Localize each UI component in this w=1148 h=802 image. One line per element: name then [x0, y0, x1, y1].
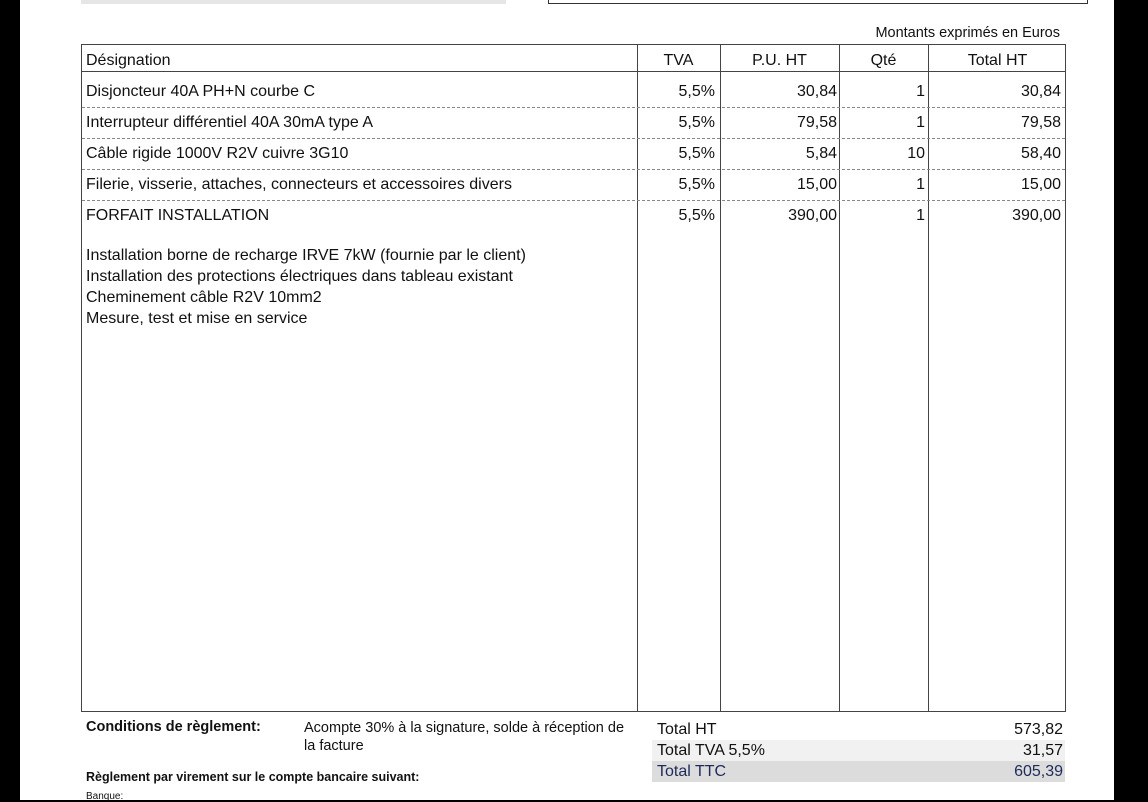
table-header — [82, 45, 1065, 72]
row-qte: 1 — [916, 114, 925, 131]
row-total-ht: 58,40 — [1020, 145, 1061, 162]
header-block-right — [548, 0, 1088, 4]
row-total-ht: 79,58 — [1020, 114, 1061, 131]
payment-instructions: Règlement par virement sur le compte bancaire suivant: — [86, 770, 420, 784]
note-line: Cheminement câble R2V 10mm2 — [86, 289, 322, 306]
row-tva: 5,5% — [678, 176, 715, 193]
invoice-page — [20, 0, 1114, 800]
row-pu-ht: 390,00 — [788, 207, 837, 224]
row-designation: Disjoncteur 40A PH+N courbe C — [86, 83, 315, 100]
total-tva-row — [652, 740, 1065, 761]
total-ttc-value: 605,39 — [1014, 763, 1063, 780]
row-total-ht: 15,00 — [1020, 176, 1061, 193]
table-row — [82, 77, 1065, 108]
total-tva-value: 31,57 — [1022, 742, 1063, 759]
total-ht-row — [652, 719, 1065, 740]
row-pu-ht: 15,00 — [796, 176, 837, 193]
installation-notes — [86, 245, 526, 329]
note-line: Installation des protections électriques dans tableau existant — [86, 268, 513, 285]
note-line: Installation borne de recharge IRVE 7kW (fournie par le client) — [86, 247, 526, 264]
header-pu-ht: P.U. HT — [752, 52, 807, 69]
row-qte: 1 — [916, 83, 925, 100]
table-row — [82, 201, 1065, 231]
row-total-ht: 390,00 — [1012, 207, 1061, 224]
currency-note: Montants exprimés en Euros — [875, 25, 1060, 41]
header-qte: Qté — [870, 52, 897, 69]
row-qte: 1 — [916, 176, 925, 193]
conditions-text: Acompte 30% à la signature, solde à réception de la facture — [304, 720, 625, 754]
row-designation: FORFAIT INSTALLATION — [86, 207, 270, 224]
row-designation: Interrupteur différentiel 40A 30mA type A — [86, 114, 373, 131]
row-tva: 5,5% — [678, 145, 715, 162]
row-total-ht: 30,84 — [1020, 83, 1061, 100]
table-row — [82, 108, 1065, 139]
note-line: Mesure, test et mise en service — [86, 310, 308, 327]
row-tva: 5,5% — [678, 83, 715, 100]
row-pu-ht: 30,84 — [796, 83, 837, 100]
row-pu-ht: 79,58 — [796, 114, 837, 131]
header-designation: Désignation — [86, 52, 171, 69]
table-row — [82, 139, 1065, 170]
row-tva: 5,5% — [678, 207, 715, 224]
total-tva-label: Total TVA 5,5% — [657, 742, 765, 759]
row-tva: 5,5% — [678, 114, 715, 131]
total-ttc-row — [652, 761, 1065, 782]
row-pu-ht: 5,84 — [805, 145, 837, 162]
totals-block — [652, 719, 1065, 782]
total-ht-label: Total HT — [657, 721, 717, 738]
conditions-label: Conditions de règlement: — [86, 719, 261, 735]
row-designation: Câble rigide 1000V R2V cuivre 3G10 — [86, 145, 349, 162]
invoice-table — [81, 44, 1066, 712]
row-designation: Filerie, visserie, attaches, connecteurs et accessoires divers — [86, 176, 512, 193]
row-qte: 10 — [907, 145, 925, 162]
header-block-left — [81, 0, 506, 4]
row-qte: 1 — [916, 207, 925, 224]
header-tva: TVA — [663, 52, 694, 69]
total-ht-value: 573,82 — [1014, 721, 1063, 738]
table-row — [82, 170, 1065, 201]
header-total-ht: Total HT — [967, 52, 1028, 69]
total-ttc-label: Total TTC — [657, 763, 727, 780]
bank-label: Banque: — [86, 791, 124, 802]
